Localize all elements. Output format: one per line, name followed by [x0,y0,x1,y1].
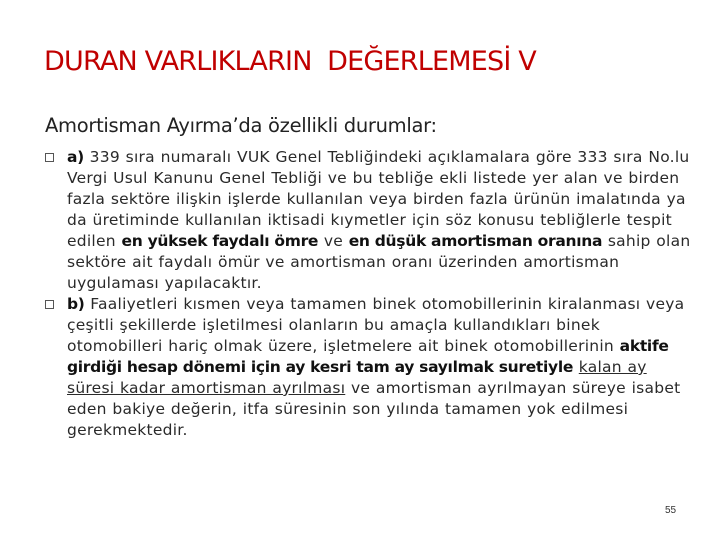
bullet-text-a [67,147,695,294]
bullet-text-b [67,294,695,441]
slide-subtitle: Amortisman Ayırma’da özellikli durumlar: [45,114,437,137]
bullet-list [45,147,695,441]
bullet-item-b [45,294,695,441]
bullet-a-text-part-3: sahip olan sektöre ait faydalı ömür ve amortisman oranı üzerinden amortisman uygulaması yapılacaktır. [67,232,691,292]
hollow-square-bullet-icon [45,300,54,309]
bullet-b-text-part-3: ve amortisman ayrılmayan süreye isabet eden bakiye değerin, itfa süresinin son yılında tamamen yok edilmesi gerekmektedir. [67,379,681,439]
bullet-b-underlined-text: kalan ay süresi kadar amortisman ayrılması [67,358,647,397]
bullet-a-text-part-2: ve [318,232,349,250]
bullet-label-b: b) [67,295,85,313]
bullet-a-emphasis-1: en yüksek faydalı ömre [121,232,319,250]
slide-title: DURAN VARLIKLARIN DEĞERLEMESİ V [44,46,536,77]
bullet-b-text-part-1: Faaliyetleri kısmen veya tamamen binek otomobillerinin kiralanması veya çeşitli şekillerde işletilmesi olanların bu amaçla kullandıkları binek otomobilleri hariç olmak üzere, işletmelere ait binek otomobillerinin [67,295,685,355]
page-number: 55 [665,505,677,516]
bullet-b-emphasis-1: aktife girdiği hesap dönemi için ay kesri tam ay sayılmak suretiyle [67,337,669,376]
bullet-label-a: a) [67,148,84,166]
bullet-item-a [45,147,695,294]
bullet-a-text-part-1: 339 sıra numaralı VUK Genel Tebliğindeki açıklamalara göre 333 sıra No.lu Vergi Usul Kanunu Genel Tebliği ve bu tebliğe ekli listede yer alan ve birden fazla sektöre ilişkin işlerde kullanılan veya birden fazla ürünün imalatında ya da üretiminde kullanılan iktisadi kıymetler için söz konusu tebliğlerle tespit edilen [67,148,690,250]
bullet-a-emphasis-2: en düşük amortisman oranına [348,232,603,250]
hollow-square-bullet-icon [45,153,54,162]
